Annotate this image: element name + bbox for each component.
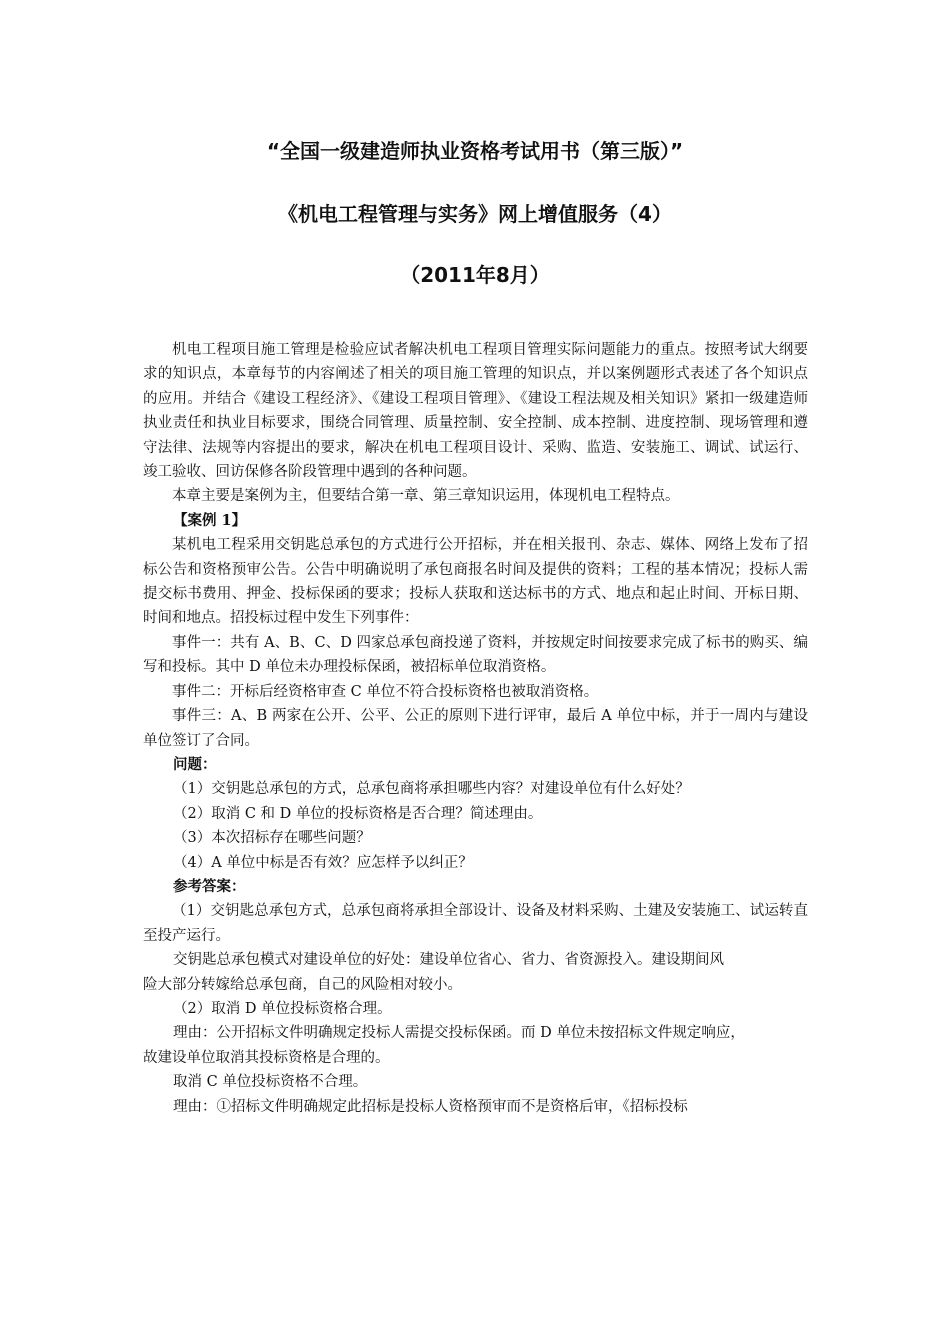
question-item: （2）取消 C 和 D 单位的投标资格是否合理？简述理由。	[173, 805, 543, 822]
case-event-2: 事件二：开标后经资格审查 C 单位不符合投标资格也被取消资格。	[172, 683, 599, 700]
answer-2-c-reason: 理由：①招标文件明确规定此招标是投标人资格预审而不是资格后审，《招标投标	[173, 1098, 688, 1115]
intro-paragraph-1: 机电工程项目施工管理是检验应试者解决机电工程项目管理实际问题能力的重点。按照考试大纲要求的知识点，本章每节的内容阐述了相关的项目施工管理的知识点，并以案例题形式表述了各个知识点的应用。并结合《建设工程经济》、《建设工程项目管理》、《建设工程法规及相关知识》紧扣一级建造师执业责任和执业目标要求，围绕合同管理、质量控制、安全控制、成本控制、进度控制、现场管理和遵守法律、法规等内容提出的要求，解决在机电工程项目设计、采购、监造、安装施工、调试、试运行、竣工验收、回访保修各阶段管理中遇到的各种问题。	[143, 342, 808, 481]
answer-2: （2）取消 D 单位投标资格合理。	[173, 1000, 392, 1017]
answer-2-c-unit: 取消 C 单位投标资格不合理。	[173, 1074, 368, 1091]
document-date: （2011年8月）	[400, 263, 550, 287]
question-item: （4）A 单位中标是否有效？应怎样予以纠正？	[173, 854, 473, 871]
case-event-1: 事件一：共有 A、B、C、D 四家总承包商投递了资料，并按规定时间按要求完成了标书的购买、编写和投标。其中 D 单位未办理投标保函，被招标单位取消资格。	[143, 634, 808, 676]
questions-label: 问题：	[173, 755, 217, 773]
question-item: （1）交钥匙总承包的方式，总承包商将承担哪些内容？对建设单位有什么好处？	[173, 781, 690, 798]
answer-2-reason-line-1: 理由：公开招标文件明确规定投标人需提交投标保函。而 D 单位未按招标文件规定响应，	[173, 1025, 745, 1042]
document-body	[143, 338, 808, 1119]
answer-2-reason-line-2: 故建设单位取消其投标资格是合理的。	[143, 1049, 390, 1066]
answers-label: 参考答案：	[173, 877, 246, 895]
case-background: 某机电工程采用交钥匙总承包的方式进行公开招标，并在相关报刊、杂志、媒体、网络上发布了招标公告和资格预审公告。公告中明确说明了承包商报名时间及提供的资料；工程的基本情况；投标人需提交标书费用、押金、投标保函的要求；投标人获取和送达标书的方式、地点和起止时间、开标日期、时间和地点。招投标过程中发生下列事件：	[143, 537, 808, 627]
intro-paragraph-2: 本章主要是案例为主，但要结合第一章、第三章知识运用，体现机电工程特点。	[172, 488, 680, 505]
answer-1: （1）交钥匙总承包方式，总承包商将承担全部设计、设备及材料采购、土建及安装施工、试运转直至投产运行。	[143, 903, 808, 944]
answer-1-benefit-line-2: 险大部分转嫁给总承包商，自己的风险相对较小。	[143, 976, 462, 993]
case-event-3: 事件三：A、B 两家在公开、公平、公正的原则下进行评审，最后 A 单位中标，并于一周内与建设单位签订了合同。	[143, 708, 808, 749]
answer-1-benefit-line-1: 交钥匙总承包模式对建设单位的好处：建设单位省心、省力、省资源投入。建设期间风	[173, 952, 724, 969]
case-heading: 【案例 1】	[173, 511, 247, 529]
document-title-line2: 《机电工程管理与实务》网上增值服务（4）	[278, 202, 672, 226]
document-title-line1: “全国一级建造师执业资格考试用书（第三版）”	[266, 139, 684, 163]
question-item: （3）本次招标存在哪些问题？	[173, 830, 371, 847]
